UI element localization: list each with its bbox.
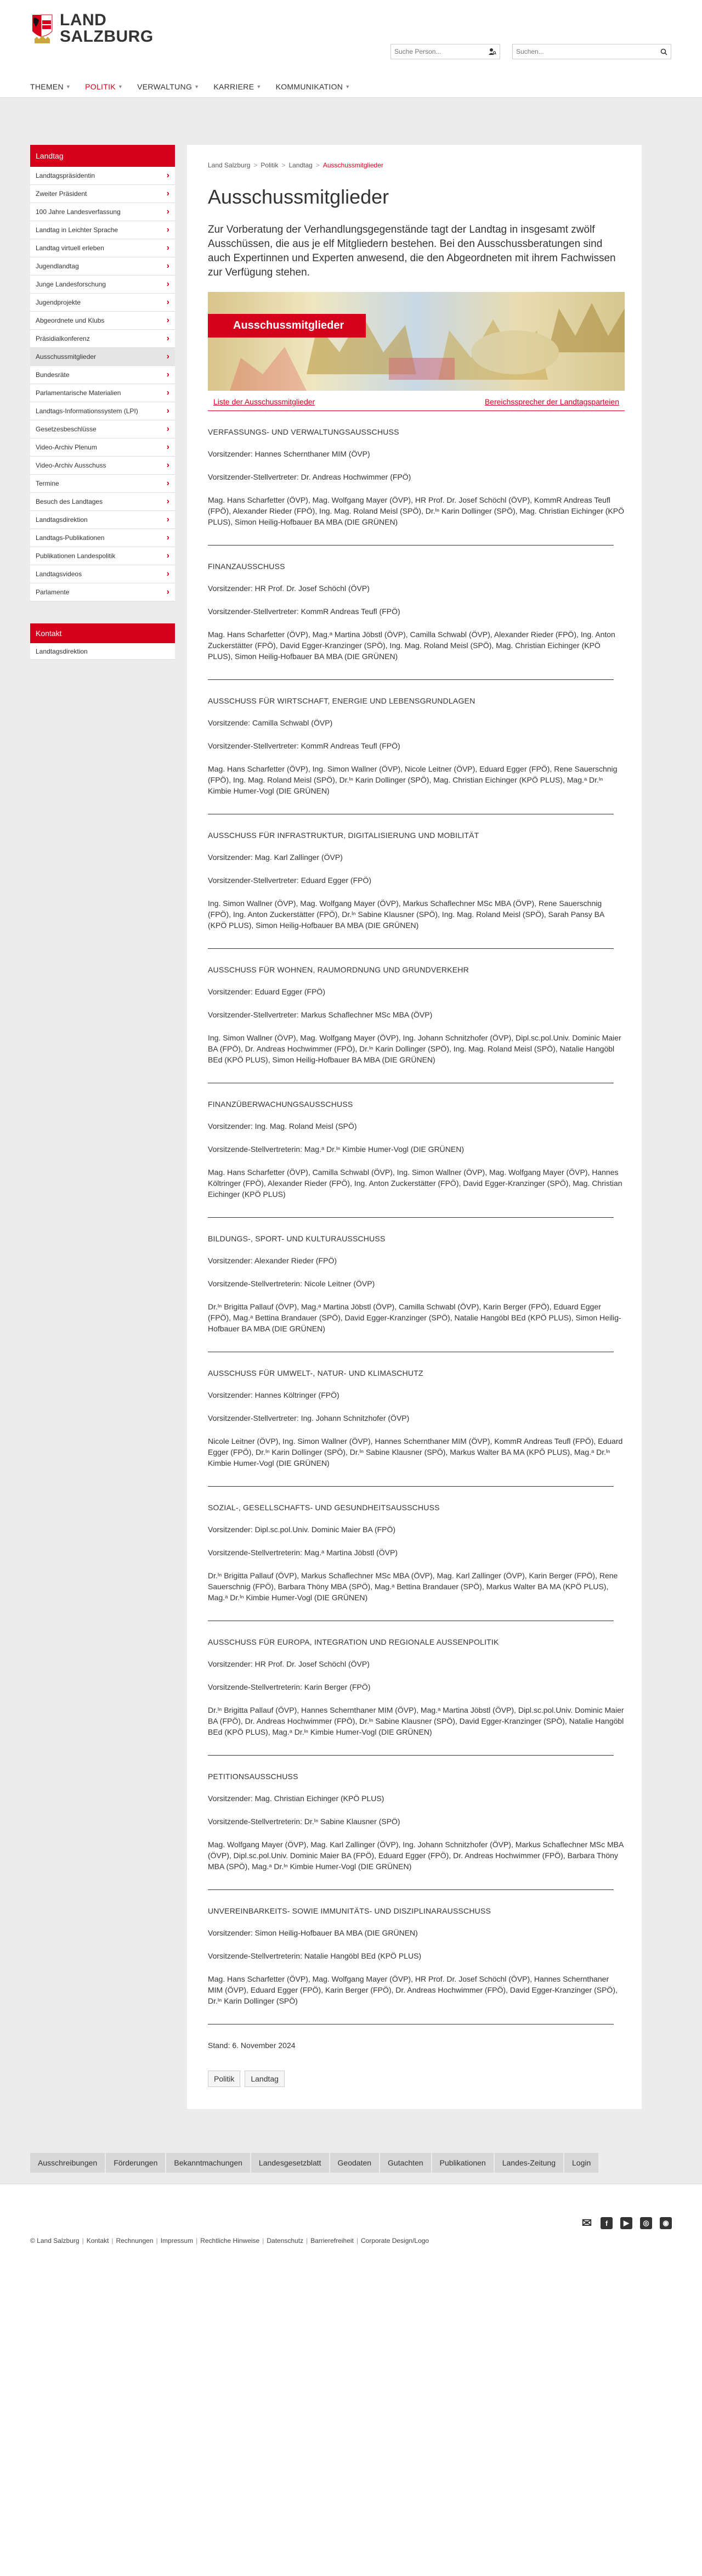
person-search-input[interactable] bbox=[391, 44, 485, 59]
page-title: Ausschussmitglieder bbox=[208, 185, 389, 208]
committee-name: VERFASSUNGS- UND VERWALTUNGSAUSSCHUSS bbox=[208, 428, 399, 436]
banner-crowns-illustration bbox=[208, 292, 625, 391]
chevron-right-icon: › bbox=[166, 479, 169, 488]
sidebar-item-label: Landtag virtuell erleben bbox=[36, 244, 104, 252]
committee-deputy: Vorsitzender-Stellvertreter: Dr. Andreas Hochwimmer (FPÖ) bbox=[208, 473, 411, 481]
main-navigation bbox=[30, 82, 350, 91]
sidebar-item[interactable] bbox=[30, 312, 175, 330]
footer-legal-link[interactable]: Rechtliche Hinweise bbox=[200, 2237, 260, 2245]
chevron-right-icon: › bbox=[166, 352, 169, 361]
committee-members: Mag. Hans Scharfetter (ÖVP), Camilla Schwabl (ÖVP), Ing. Simon Wallner (ÖVP), Mag. Wolfgang Mayer (ÖVP), Hannes Költringer (FPÖ), Alexander Rieder (FPÖ), Ing. Anton Zuckerstätter (FPÖ), David Egger-Kranzinger (SPÖ), Mag. Christian Eichinger (KPÖ PLUS) bbox=[208, 1168, 622, 1199]
sidebar-item-label: Besuch des Landtages bbox=[36, 498, 103, 505]
sidebar-item-label: Bundesräte bbox=[36, 371, 70, 379]
search-icon[interactable] bbox=[656, 44, 671, 59]
sidebar-item[interactable] bbox=[30, 402, 175, 420]
banner-label: Ausschussmitglieder bbox=[208, 314, 366, 338]
footer-link-row bbox=[30, 2153, 672, 2173]
nav-politik[interactable] bbox=[85, 82, 123, 91]
footer-separator: | bbox=[111, 2237, 114, 2245]
committee-chair: Vorsitzender: HR Prof. Dr. Josef Schöchl (ÖVP) bbox=[208, 584, 370, 593]
sidebar-item-label: Ausschussmitglieder bbox=[36, 353, 97, 361]
tag-landtag[interactable]: Landtag bbox=[245, 2071, 285, 2087]
footer-link[interactable]: Landesgesetzblatt bbox=[251, 2153, 330, 2173]
logo-line-2: SALZBURG bbox=[60, 27, 154, 46]
section-divider bbox=[208, 1486, 614, 1487]
chevron-down-icon: ▼ bbox=[117, 84, 123, 89]
chevron-right-icon: › bbox=[166, 442, 169, 452]
sidebar-item-label: Landtagsvideos bbox=[36, 570, 82, 578]
committee-section bbox=[208, 831, 625, 949]
chevron-down-icon: ▼ bbox=[194, 84, 200, 89]
committee-section bbox=[208, 1772, 625, 1890]
committee-chair: Vorsitzender: Ing. Mag. Roland Meisl (SPÖ) bbox=[208, 1122, 357, 1130]
sidebar-item[interactable] bbox=[30, 275, 175, 294]
section-divider bbox=[208, 1889, 614, 1890]
sidebar-item-label: Gesetzesbeschlüsse bbox=[36, 425, 97, 433]
committee-section bbox=[208, 965, 625, 1083]
podcast-icon[interactable]: ◉ bbox=[660, 2217, 672, 2229]
copyright-text: © Land Salzburg bbox=[30, 2237, 80, 2245]
sidebar-item-label: Landtag in Leichter Sprache bbox=[36, 226, 118, 234]
sidebar-item-label: Zweiter Präsident bbox=[36, 190, 87, 198]
sidebar-item-label: Jugendlandtag bbox=[36, 262, 79, 270]
chevron-right-icon: › bbox=[166, 370, 169, 379]
committee-name: AUSSCHUSS FÜR UMWELT-, NATUR- UND KLIMASCHUTZ bbox=[208, 1369, 423, 1377]
chevron-right-icon: › bbox=[166, 497, 169, 506]
nav-label: KARRIERE bbox=[213, 82, 254, 91]
chevron-down-icon: ▼ bbox=[65, 84, 71, 89]
sidebar-item[interactable] bbox=[30, 366, 175, 384]
committee-name: AUSSCHUSS FÜR EUROPA, INTEGRATION UND REGIONALE AUSSENPOLITIK bbox=[208, 1638, 499, 1646]
sidebar-item-label: Junge Landesforschung bbox=[36, 280, 106, 288]
committee-deputy: Vorsitzende-Stellvertreterin: Dr.ᴵⁿ Sabine Klausner (SPÖ) bbox=[208, 1817, 400, 1826]
sidebar-item-label: Jugendprojekte bbox=[36, 299, 81, 306]
logo-wordmark bbox=[60, 12, 154, 45]
committee-list bbox=[208, 428, 625, 2024]
committee-deputy: Vorsitzende-Stellvertreterin: Karin Berger (FPÖ) bbox=[208, 1683, 371, 1691]
chevron-right-icon: › bbox=[166, 316, 169, 325]
sidebar-item-label: Landtags-Informationssystem (LPI) bbox=[36, 407, 138, 415]
sidebar-item-label: 100 Jahre Landesverfassung bbox=[36, 208, 121, 216]
sidebar-item-label: Video-Archiv Plenum bbox=[36, 443, 97, 451]
nav-label: KOMMUNIKATION bbox=[275, 82, 343, 91]
sidebar-gap bbox=[30, 601, 175, 623]
banner-image bbox=[208, 292, 625, 391]
chevron-right-icon: › bbox=[166, 551, 169, 560]
nav-kommunikation[interactable] bbox=[276, 82, 350, 91]
chevron-right-icon: › bbox=[166, 515, 169, 524]
nav-label: VERWALTUNG bbox=[137, 82, 193, 91]
footer bbox=[0, 2184, 702, 2260]
breadcrumb-item[interactable]: Land Salzburg bbox=[208, 161, 251, 169]
chevron-right-icon: › bbox=[166, 279, 169, 289]
youtube-icon[interactable]: ▶ bbox=[620, 2217, 632, 2229]
sidebar-item[interactable] bbox=[30, 457, 175, 475]
chevron-right-icon: › bbox=[166, 189, 169, 198]
person-search-icon[interactable] bbox=[485, 44, 500, 59]
committee-members: Mag. Hans Scharfetter (ÖVP), Mag. Wolfgang Mayer (ÖVP), HR Prof. Dr. Josef Schöchl (ÖVP), KommR Andreas Teufl (FPÖ), Alexander Rieder (FPÖ), Ing. Mag. Roland Meisl (SPÖ), Dr.ᴵⁿ Karin Dollinger (SPÖ), Mag. Christian Eichinger (KPÖ PLUS), Simon Heilig-Hofbauer BA MBA (DIE GRÜNEN) bbox=[208, 496, 625, 526]
committee-section bbox=[208, 696, 625, 814]
social-icons bbox=[581, 2217, 672, 2229]
committee-name: SOZIAL-, GESELLSCHAFTS- UND GESUNDHEITSAUSSCHUSS bbox=[208, 1503, 440, 1512]
sidebar-item[interactable] bbox=[30, 511, 175, 529]
committee-name: PETITIONSAUSSCHUSS bbox=[208, 1772, 298, 1781]
chevron-right-icon: › bbox=[166, 225, 169, 234]
committee-deputy: Vorsitzender-Stellvertreter: Eduard Egger (FPÖ) bbox=[208, 876, 372, 885]
sidebar-item-label: Landtagspräsidentin bbox=[36, 172, 95, 179]
breadcrumb bbox=[208, 161, 621, 169]
committee-deputy: Vorsitzende-Stellvertreterin: Natalie Hangöbl BEd (KPÖ PLUS) bbox=[208, 1951, 422, 1960]
main-content bbox=[187, 145, 642, 2109]
section-divider bbox=[208, 948, 614, 949]
site-search-input[interactable] bbox=[513, 44, 656, 59]
footer-legal-link[interactable]: Kontakt bbox=[86, 2237, 109, 2245]
committee-section bbox=[208, 1503, 625, 1621]
nav-themen[interactable] bbox=[30, 82, 71, 91]
page-lead: Zur Vorberatung der Verhandlungsgegenstände tagt der Landtag in insgesamt zwölf Ausschüssen, die aus je elf Mitgliedern bestehen. Bei den Ausschussberatungen sind auch Expertinnen und Experten anwesend, die den Abgeordneten mit ihrem Fachwissen zur Verfügung stehen. bbox=[208, 224, 616, 278]
committee-section bbox=[208, 428, 625, 545]
committee-deputy: Vorsitzender-Stellvertreter: KommR Andreas Teufl (FPÖ) bbox=[208, 741, 400, 750]
footer-separator: | bbox=[82, 2237, 84, 2245]
committee-deputy: Vorsitzende-Stellvertreterin: Mag.ᵃ Martina Jöbstl (ÖVP) bbox=[208, 1548, 398, 1557]
footer-link[interactable]: Gutachten bbox=[380, 2153, 432, 2173]
chevron-right-icon: › bbox=[166, 533, 169, 542]
committee-chair: Vorsitzender: Dipl.sc.pol.Univ. Dominic Maier BA (FPÖ) bbox=[208, 1525, 396, 1534]
committee-members: Mag. Hans Scharfetter (ÖVP), Mag. Wolfgang Mayer (ÖVP), HR Prof. Dr. Josef Schöchl (ÖVP), Hannes Schernthaner MIM (ÖVP), Eduard Egger (FPÖ), Karin Berger (FPÖ), Dr. Andreas Hochwimmer (FPÖ), David Egger-Kranzinger (SPÖ), Dr.ᴵⁿ Karin Dollinger (SPÖ) bbox=[208, 1975, 618, 2005]
salzburg-crest-icon bbox=[30, 13, 54, 44]
sidebar-item-label: Termine bbox=[36, 480, 59, 487]
committee-chair: Vorsitzender: Simon Heilig-Hofbauer BA MBA (DIE GRÜNEN) bbox=[208, 1928, 418, 1937]
committee-name: UNVEREINBARKEITS- SOWIE IMMUNITÄTS- UND DISZIPLINARAUSSCHUSS bbox=[208, 1906, 491, 1915]
nav-label: THEMEN bbox=[30, 82, 64, 91]
last-updated: Stand: 6. November 2024 bbox=[208, 2041, 296, 2050]
committee-chair: Vorsitzender: Eduard Egger (FPÖ) bbox=[208, 987, 325, 996]
committee-section bbox=[208, 1234, 625, 1352]
committee-deputy: Vorsitzender-Stellvertreter: Ing. Johann Schnitzhofer (ÖVP) bbox=[208, 1414, 410, 1422]
committee-chair: Vorsitzender: HR Prof. Dr. Josef Schöchl (ÖVP) bbox=[208, 1660, 370, 1668]
committee-members: Mag. Wolfgang Mayer (ÖVP), Mag. Karl Zallinger (ÖVP), Ing. Johann Schnitzhofer (ÖVP), Markus Schaflechner MSc MBA (ÖVP), Dipl.sc.pol.Univ. Dominic Maier BA (FPÖ), Eduard Egger (FPÖ), Dr. Andreas Hochwimmer (FPÖ), Barbara Thöny MBA (SPÖ), Mag.ᵃ Dr.ᴵⁿ Kimbie Humer-Vogl (DIE GRÜNEN) bbox=[208, 1840, 624, 1871]
sidebar-item[interactable] bbox=[30, 547, 175, 565]
banner-links bbox=[208, 391, 625, 411]
sidebar-heading[interactable]: Landtag bbox=[30, 145, 175, 167]
committee-members: Ing. Simon Wallner (ÖVP), Mag. Wolfgang Mayer (ÖVP), Markus Schaflechner MSc MBA (ÖVP), Rene Sauerschnig (FPÖ), Ing. Anton Zuckerstätter (FPÖ), Dr.ᴵⁿ Sabine Klausner (SPÖ), Ing. Mag. Roland Meisl (SPÖ), Sarah Pansy BA (KPÖ PLUS), Simon Heilig-Hofbauer BA MBA (DIE GRÜNEN) bbox=[208, 899, 604, 930]
committee-section bbox=[208, 1638, 625, 1756]
nav-label: POLITIK bbox=[85, 82, 116, 91]
mail-icon[interactable]: ✉ bbox=[581, 2216, 592, 2230]
chevron-right-icon: › bbox=[166, 587, 169, 597]
committee-members: Nicole Leitner (ÖVP), Ing. Simon Wallner (ÖVP), Hannes Schernthaner MIM (ÖVP), KommR Andreas Teufl (FPÖ), Eduard Egger (FPÖ), Dr.ᴵⁿ Karin Dollinger (SPÖ), Dr.ᴵⁿ Sabine Klausner (SPÖ), Markus Walter BA MA (KPÖ PLUS), Mag.ᵃ Dr.ᴵⁿ Kimbie Humer-Vogl (DIE GRÜNEN) bbox=[208, 1437, 623, 1467]
nav-verwaltung[interactable] bbox=[137, 82, 199, 91]
committee-members: Ing. Simon Wallner (ÖVP), Mag. Wolfgang Mayer (ÖVP), Ing. Johann Schnitzhofer (ÖVP), Dipl.sc.pol.Univ. Dominic Maier BA (FPÖ), Dr. Andreas Hochwimmer (FPÖ), Dr.ᴵⁿ Karin Dollinger (SPÖ), Ing. Mag. Roland Meisl (SPÖ), Natalie Hangöbl BEd (KPÖ PLUS), Simon Heilig-Hofbauer BA MBA (DIE GRÜNEN) bbox=[208, 1033, 621, 1064]
footer-link[interactable]: Ausschreibungen bbox=[30, 2153, 106, 2173]
committee-deputy: Vorsitzende-Stellvertreterin: Mag.ᵃ Dr.ᴵⁿ Kimbie Humer-Vogl (DIE GRÜNEN) bbox=[208, 1145, 465, 1154]
footer-link[interactable]: Förderungen bbox=[106, 2153, 166, 2173]
page-body bbox=[0, 98, 702, 2153]
nav-karriere[interactable] bbox=[213, 82, 261, 91]
committee-members: Dr.ᴵⁿ Brigitta Pallauf (ÖVP), Markus Schaflechner MSc MBA (ÖVP), Mag. Karl Zallinger (ÖVP), Karin Berger (FPÖ), Rene Sauerschnig (FPÖ), Barbara Thöny MBA (SPÖ), Mag.ᵃ Bettina Brandauer (SPÖ), Markus Walter BA MA (KPÖ PLUS), Mag.ᵃ Dr.ᴵⁿ Kimbie Humer-Vogl (DIE GRÜNEN) bbox=[208, 1571, 618, 1602]
sidebar-item-label: Publikationen Landespolitik bbox=[36, 552, 116, 560]
footer-legal-link[interactable]: Impressum bbox=[160, 2237, 194, 2245]
sidebar-item[interactable] bbox=[30, 167, 175, 185]
committee-members: Mag. Hans Scharfetter (ÖVP), Ing. Simon Wallner (ÖVP), Nicole Leitner (ÖVP), Eduard Egger (FPÖ), Rene Sauerschnig (FPÖ), Ing. Mag. Roland Meisl (SPÖ), Dr.ᴵⁿ Karin Dollinger (SPÖ), Mag. Christian Eichinger (KPÖ PLUS), Mag.ᵃ Dr.ᴵⁿ Kimbie Humer-Vogl (DIE GRÜNEN) bbox=[208, 764, 618, 795]
committee-name: FINANZÜBERWACHUNGSAUSSCHUSS bbox=[208, 1100, 353, 1109]
committee-name: FINANZAUSSCHUSS bbox=[208, 562, 285, 571]
footer-legal-link[interactable]: Corporate Design/Logo bbox=[361, 2237, 429, 2245]
footer-separator: | bbox=[156, 2237, 158, 2245]
footer-separator: | bbox=[262, 2237, 264, 2245]
committee-section bbox=[208, 1369, 625, 1487]
sidebar-item[interactable] bbox=[30, 583, 175, 601]
committee-section bbox=[208, 1100, 625, 1218]
footer-link[interactable]: Login bbox=[564, 2153, 599, 2173]
sidebar-item[interactable] bbox=[30, 420, 175, 438]
chevron-right-icon: › bbox=[166, 334, 169, 343]
footer-link[interactable]: Bekanntmachungen bbox=[166, 2153, 251, 2173]
sidebar-item[interactable] bbox=[30, 493, 175, 511]
sidebar-item-label: Landtagsdirektion bbox=[36, 516, 88, 524]
link-bereichssprecher[interactable]: Bereichssprecher der Landtagsparteien bbox=[484, 397, 619, 406]
sidebar-item[interactable] bbox=[30, 257, 175, 275]
committee-members: Mag. Hans Scharfetter (ÖVP), Mag.ᵃ Martina Jöbstl (ÖVP), Camilla Schwabl (ÖVP), Alexander Rieder (FPÖ), Ing. Anton Zuckerstätter (FPÖ), David Egger-Kranzinger (SPÖ), Ing. Mag. Roland Meisl (SPÖ), Mag. Christian Eichinger (KPÖ PLUS), Simon Heilig-Hofbauer BA MBA (DIE GRÜNEN) bbox=[208, 630, 615, 661]
committee-chair: Vorsitzender: Hannes Költringer (FPÖ) bbox=[208, 1391, 339, 1399]
footer-link-bar bbox=[0, 2153, 702, 2184]
committee-chair: Vorsitzender: Alexander Rieder (FPÖ) bbox=[208, 1256, 337, 1265]
chevron-right-icon: › bbox=[166, 171, 169, 180]
committee-section bbox=[208, 562, 625, 680]
sidebar-item-label: Parlamentarische Materialien bbox=[36, 389, 121, 397]
sidebar-item[interactable] bbox=[30, 185, 175, 203]
sidebar bbox=[30, 145, 175, 660]
committee-chair: Vorsitzender: Mag. Christian Eichinger (KPÖ PLUS) bbox=[208, 1794, 384, 1803]
chevron-right-icon: › bbox=[166, 424, 169, 434]
chevron-down-icon: ▼ bbox=[345, 84, 350, 89]
sidebar-item[interactable] bbox=[30, 203, 175, 221]
breadcrumb-separator: > bbox=[315, 161, 320, 169]
committee-members: Dr.ᴵⁿ Brigitta Pallauf (ÖVP), Hannes Schernthaner MIM (ÖVP), Mag.ᵃ Martina Jöbstl (ÖVP), Dipl.sc.pol.Univ. Dominic Maier BA (FPÖ), Dr. Andreas Hochwimmer (FPÖ), Dr.ᴵⁿ Sabine Klausner (SPÖ), David Egger-Kranzinger (SPÖ), Natalie Hangöbl BEd (KPÖ PLUS), Mag.ᵃ Dr.ᴵⁿ Kimbie Humer-Vogl (DIE GRÜNEN) bbox=[208, 1706, 624, 1736]
tag-list bbox=[208, 2071, 621, 2087]
committee-members: Dr.ᴵⁿ Brigitta Pallauf (ÖVP), Mag.ᵃ Martina Jöbstl (ÖVP), Camilla Schwabl (ÖVP), Karin Berger (FPÖ), Eduard Egger (FPÖ), Mag.ᵃ Bettina Brandauer (SPÖ), David Egger-Kranzinger (SPÖ), Natalie Hangöbl BEd (KPÖ PLUS), Simon Heilig-Hofbauer BA MBA (DIE GRÜNEN) bbox=[208, 1302, 621, 1333]
breadcrumb-item[interactable]: Landtag bbox=[288, 161, 313, 169]
sidebar-item-label: Parlamente bbox=[36, 588, 70, 596]
tag-politik[interactable]: Politik bbox=[208, 2071, 240, 2087]
chevron-right-icon: › bbox=[166, 388, 169, 397]
sidebar-item[interactable] bbox=[30, 529, 175, 547]
chevron-right-icon: › bbox=[166, 297, 169, 307]
breadcrumb-separator: > bbox=[253, 161, 258, 169]
chevron-right-icon: › bbox=[166, 406, 169, 415]
site-logo[interactable] bbox=[30, 12, 154, 45]
footer-legal-link[interactable]: Datenschutz bbox=[267, 2237, 304, 2245]
chevron-right-icon: › bbox=[166, 261, 169, 271]
breadcrumb-separator: > bbox=[281, 161, 286, 169]
footer-legal-link[interactable]: Rechnungen bbox=[116, 2237, 154, 2245]
committee-name: BILDUNGS-, SPORT- UND KULTURAUSSCHUSS bbox=[208, 1234, 386, 1243]
committee-name: AUSSCHUSS FÜR WOHNEN, RAUMORDNUNG UND GRUNDVERKEHR bbox=[208, 965, 469, 974]
sidebar-item[interactable] bbox=[30, 348, 175, 366]
sidebar-item[interactable] bbox=[30, 384, 175, 402]
chevron-right-icon: › bbox=[166, 460, 169, 470]
footer-link[interactable]: Geodaten bbox=[330, 2153, 381, 2173]
committee-deputy: Vorsitzender-Stellvertreter: KommR Andreas Teufl (FPÖ) bbox=[208, 607, 400, 616]
committee-chair: Vorsitzende: Camilla Schwabl (ÖVP) bbox=[208, 718, 333, 727]
link-ausschussmitglieder-liste[interactable]: Liste der Ausschussmitglieder bbox=[213, 397, 315, 406]
facebook-icon[interactable]: f bbox=[601, 2217, 613, 2229]
instagram-icon[interactable]: ◎ bbox=[640, 2217, 652, 2229]
site-search-box bbox=[512, 44, 671, 59]
sidebar-item-label: Präsidialkonferenz bbox=[36, 335, 90, 342]
kontakt-link-landtagsdirektion[interactable]: Landtagsdirektion bbox=[30, 643, 175, 660]
sidebar-list bbox=[30, 167, 175, 601]
sidebar-item[interactable] bbox=[30, 294, 175, 312]
chevron-right-icon: › bbox=[166, 207, 169, 216]
committee-section bbox=[208, 1906, 625, 2024]
breadcrumb-current: Ausschussmitglieder bbox=[322, 161, 383, 169]
footer-separator: | bbox=[196, 2237, 198, 2245]
breadcrumb-item[interactable]: Politik bbox=[261, 161, 279, 169]
committee-deputy: Vorsitzender-Stellvertreter: Markus Schaflechner MSc MBA (ÖVP) bbox=[208, 1010, 433, 1019]
footer-legal-link[interactable]: Barrierefreiheit bbox=[310, 2237, 354, 2245]
chevron-right-icon: › bbox=[166, 243, 169, 252]
footer-separator: | bbox=[306, 2237, 308, 2245]
sidebar-item[interactable] bbox=[30, 330, 175, 348]
committee-chair: Vorsitzender: Mag. Karl Zallinger (ÖVP) bbox=[208, 853, 343, 862]
site-header bbox=[0, 0, 702, 98]
section-divider bbox=[208, 1755, 614, 1756]
section-divider bbox=[208, 1217, 614, 1218]
committee-deputy: Vorsitzende-Stellvertreterin: Nicole Leitner (ÖVP) bbox=[208, 1279, 375, 1288]
sidebar-item[interactable] bbox=[30, 565, 175, 583]
person-search-box bbox=[390, 44, 500, 59]
chevron-down-icon: ▼ bbox=[256, 84, 262, 89]
committee-name: AUSSCHUSS FÜR WIRTSCHAFT, ENERGIE UND LEBENSGRUNDLAGEN bbox=[208, 696, 475, 705]
chevron-right-icon: › bbox=[166, 569, 169, 578]
sidebar-item[interactable] bbox=[30, 221, 175, 239]
sidebar-item-label: Landtags-Publikationen bbox=[36, 534, 105, 542]
sidebar-item[interactable] bbox=[30, 438, 175, 457]
committee-name: AUSSCHUSS FÜR INFRASTRUKTUR, DIGITALISIERUNG UND MOBILITÄT bbox=[208, 831, 479, 840]
sidebar-item-label: Abgeordnete und Klubs bbox=[36, 317, 105, 324]
section-divider bbox=[208, 679, 614, 680]
sidebar-item[interactable] bbox=[30, 239, 175, 257]
footer-link[interactable]: Publikationen bbox=[432, 2153, 495, 2173]
sidebar-item[interactable] bbox=[30, 475, 175, 493]
logo-line-1: LAND bbox=[60, 11, 107, 29]
footer-separator: | bbox=[356, 2237, 359, 2245]
footer-link[interactable]: Landes-Zeitung bbox=[495, 2153, 564, 2173]
sidebar-item-label: Video-Archiv Ausschuss bbox=[36, 462, 106, 469]
footer-legal-links bbox=[30, 2237, 429, 2245]
committee-chair: Vorsitzender: Hannes Schernthaner MIM (ÖVP) bbox=[208, 449, 370, 458]
kontakt-heading: Kontakt bbox=[30, 623, 175, 643]
